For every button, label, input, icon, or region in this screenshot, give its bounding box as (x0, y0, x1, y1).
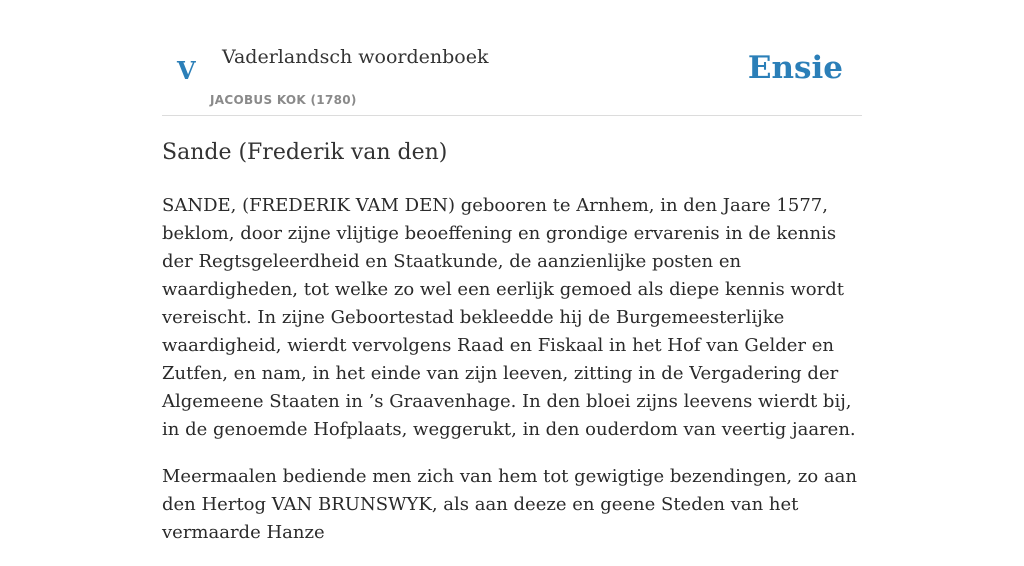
book-header (162, 40, 862, 116)
book-author[interactable]: JACOBUS KOK (1780) (210, 93, 357, 107)
article-paragraph: SANDE, (FREDERIK VAM DEN) gebooren te Arnhem, in den Jaare 1577, beklom, door zijne vlijtige beoeffening en grondige ervarenis in de kennis der Regtsgeleerdheid en Staatkunde, de aanzienlijke posten en waardigheden, tot welke zo wel een eerlijk gemoed als diepe kennis wordt vereischt. In zijne Geboortestad bekleedde hij de Burgemeesterlijke waardigheid, wierdt vervolgens Raad en Fiskaal in het Hof van Gelder en Zutfen, en nam, in het einde van zijn leeven, zitting in de Vergadering der Algemeene Staaten in ’s Graavenhage. In den bloei zijns leevens wierdt bij, in de genoemde Hofplaats, weggerukt, in den ouderdom van veertig jaaren. (162, 195, 856, 440)
article-body (162, 192, 862, 566)
ensie-logo[interactable]: Ensie (747, 50, 843, 86)
article-paragraph: Meermaalen bediende men zich van hem tot gewigtige bezendingen, zo aan den Hertog VAN BRUNSWYK, als aan deeze en geene Steden van het vermaarde Hanze (162, 466, 857, 543)
book-initial-icon[interactable]: V (177, 56, 196, 85)
article-title: Sande (Frederik van den) (162, 140, 448, 165)
book-title[interactable]: Vaderlandsch woordenboek (222, 46, 489, 68)
